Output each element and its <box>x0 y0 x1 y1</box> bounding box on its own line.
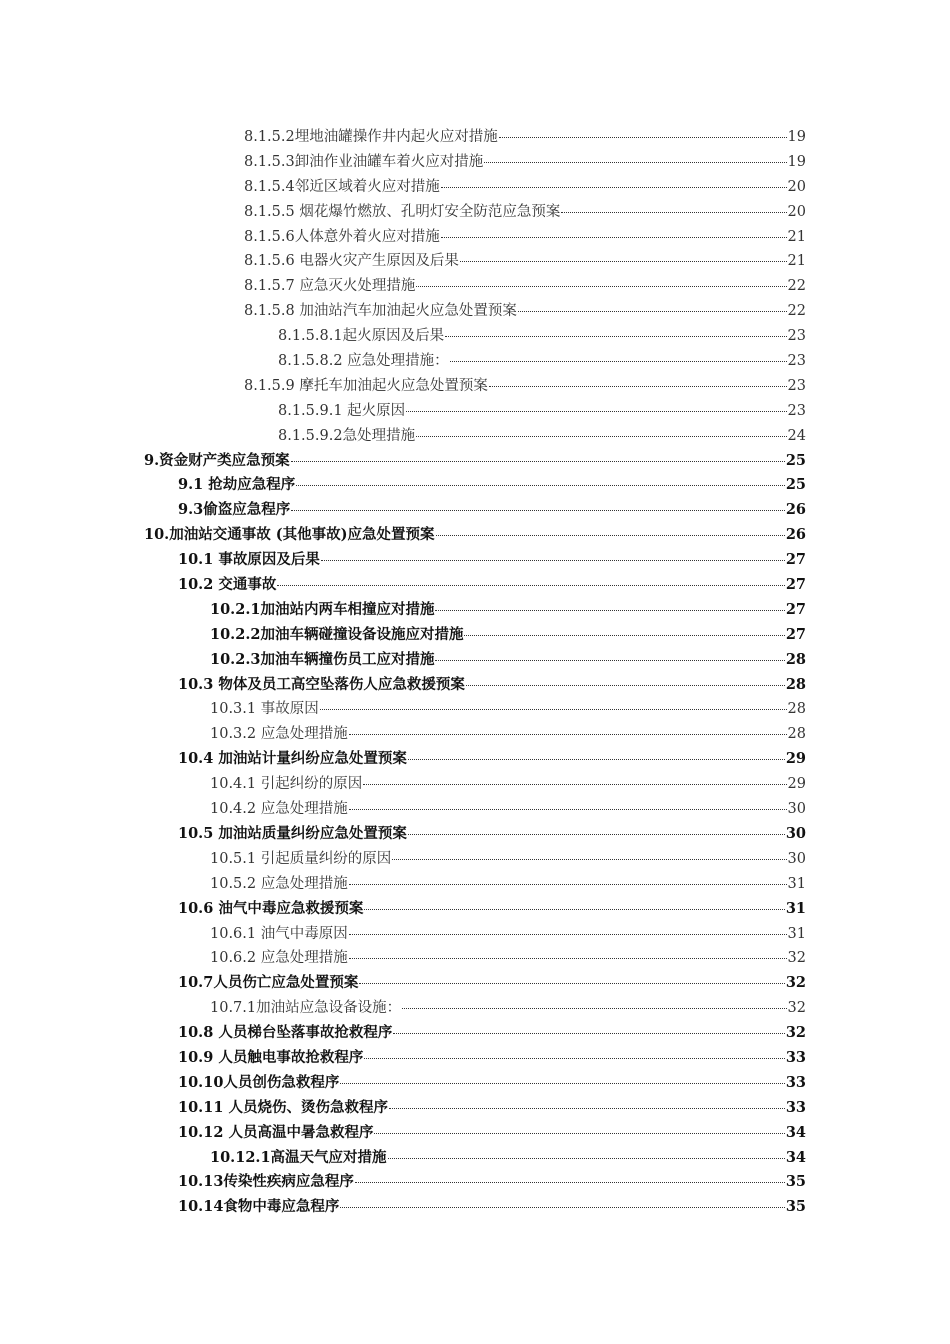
toc-dot-leader <box>466 669 785 686</box>
toc-dot-leader <box>364 1042 784 1059</box>
toc-dot-leader <box>355 1166 785 1183</box>
toc-entry-page-number: 35 <box>785 1173 806 1191</box>
toc-dot-leader <box>416 420 786 437</box>
toc-entry-page-number: 33 <box>785 1098 806 1116</box>
toc-entry-title: 8.1.5.9 摩托车加油起火应急处置预案 <box>244 377 488 394</box>
toc-dot-leader <box>291 445 785 462</box>
toc-entry-title: 8.1.5.6人体意外着火应对措施 <box>244 228 440 245</box>
toc-entry-page-number: 27 <box>785 576 806 594</box>
toc-entry-page-number: 34 <box>785 1148 806 1166</box>
toc-dot-leader <box>441 221 787 238</box>
toc-entry-page-number: 21 <box>787 228 806 245</box>
toc-entry-title: 10.4.2 应急处理措施 <box>210 801 348 818</box>
toc-dot-leader <box>291 494 785 511</box>
toc-dot-leader <box>484 146 786 163</box>
toc-dot-leader <box>359 967 784 984</box>
toc-entry-title: 10.12 人员高温中暑急救程序 <box>178 1123 374 1141</box>
toc-entry[interactable] <box>0 1194 806 1219</box>
toc-dot-leader <box>408 818 785 835</box>
toc-dot-leader <box>340 1191 784 1208</box>
toc-entry-title: 10.5.2 应急处理措施 <box>210 875 348 892</box>
toc-entry-title: 10.6.1 油气中毒原因 <box>210 925 348 942</box>
toc-entry-page-number: 22 <box>787 278 806 295</box>
toc-entry-title: 8.1.5.8.1起火原因及后果 <box>278 328 445 345</box>
toc-dot-leader <box>489 370 787 387</box>
toc-entry-page-number: 34 <box>785 1123 806 1141</box>
toc-dot-leader <box>393 1017 784 1034</box>
toc-dot-leader <box>296 469 785 486</box>
toc-entry-page-number: 23 <box>787 328 806 345</box>
toc-entry-title: 10.7人员伤亡应急处置预案 <box>178 974 359 992</box>
toc-entry-title: 8.1.5.3卸油作业油罐车着火应对措施 <box>244 153 484 170</box>
toc-entry-title: 8.1.5.8 加油站汽车加油起火应急处置预案 <box>244 303 517 320</box>
toc-entry-page-number: 20 <box>787 203 806 220</box>
toc-entry-title: 8.1.5.8.2 应急处理措施： <box>278 353 449 370</box>
toc-entry-title: 9.1 抢劫应急程序 <box>178 476 296 494</box>
toc-entry-title: 10.5 加油站质量纠纷应急处置预案 <box>178 824 407 842</box>
toc-dot-leader <box>435 644 784 661</box>
toc-entry-title: 8.1.5.9.2急处理措施 <box>278 427 416 444</box>
toc-entry-page-number: 29 <box>787 776 806 793</box>
toc-entry-page-number: 28 <box>785 675 806 693</box>
toc-entry-page-number: 23 <box>787 377 806 394</box>
toc-dot-leader <box>416 270 786 287</box>
toc-entry-page-number: 32 <box>785 974 806 992</box>
toc-entry-page-number: 32 <box>787 950 806 967</box>
toc-entry-title: 10.14食物中毒应急程序 <box>178 1198 340 1216</box>
toc-dot-leader <box>518 295 787 312</box>
toc-dot-leader <box>374 1117 784 1134</box>
toc-entry-title: 8.1.5.9.1 起火原因 <box>278 402 406 419</box>
toc-entry-page-number: 19 <box>787 153 806 170</box>
toc-entry-page-number: 25 <box>785 451 806 469</box>
toc-dot-leader <box>392 843 786 860</box>
toc-entry-title: 8.1.5.7 应急灭火处理措施 <box>244 278 416 295</box>
toc-entry-page-number: 22 <box>787 303 806 320</box>
toc-entry-page-number: 23 <box>787 402 806 419</box>
toc-entry-page-number: 27 <box>785 551 806 569</box>
toc-dot-leader <box>464 619 784 636</box>
toc-entry-title: 10.9 人员触电事故抢救程序 <box>178 1048 364 1066</box>
toc-entry-title: 10.3.1 事故原因 <box>210 701 319 718</box>
toc-dot-leader <box>435 594 784 611</box>
toc-entry-page-number: 32 <box>785 1024 806 1042</box>
toc-dot-leader <box>561 196 786 213</box>
toc-dot-leader <box>349 918 787 935</box>
toc-entry-page-number: 30 <box>787 801 806 818</box>
toc-entry-page-number: 33 <box>785 1048 806 1066</box>
toc-dot-leader <box>450 345 787 362</box>
toc-entry-page-number: 20 <box>787 178 806 195</box>
toc-entry-title: 10.6.2 应急处理措施 <box>210 950 348 967</box>
toc-entry-page-number: 28 <box>787 701 806 718</box>
toc-entry-title: 10.3.2 应急处理措施 <box>210 726 348 743</box>
toc-entry-title: 10.10人员创伤急救程序 <box>178 1073 340 1091</box>
toc-entry-page-number: 33 <box>785 1073 806 1091</box>
toc-entry-title: 8.1.5.6 电器火灾产生原因及后果 <box>244 253 459 270</box>
toc-entry-title: 8.1.5.5 烟花爆竹燃放、孔明灯安全防范应急预案 <box>244 203 561 220</box>
toc-entry-page-number: 23 <box>787 353 806 370</box>
toc-entry-title: 10.2.1加油站内两车相撞应对措施 <box>210 600 435 618</box>
toc-entry-title: 10.7.1加油站应急设备设施： <box>210 1000 402 1017</box>
toc-entry-page-number: 30 <box>785 824 806 842</box>
toc-dot-leader <box>363 768 786 785</box>
toc-entry-title: 10.4 加油站计量纠纷应急处置预案 <box>178 750 407 768</box>
toc-entry-title: 10.3 物体及员工高空坠落伤人应急救援预案 <box>178 675 465 693</box>
toc-dot-leader <box>388 1142 785 1159</box>
toc-entry-page-number: 28 <box>785 650 806 668</box>
toc-entry-page-number: 26 <box>785 526 806 544</box>
toc-dot-leader <box>364 893 784 910</box>
toc-entry-title: 10.13传染性疾病应急程序 <box>178 1173 354 1191</box>
toc-entry-title: 10.2 交通事故 <box>178 576 277 594</box>
toc-dot-leader <box>349 868 787 885</box>
toc-dot-leader <box>445 320 786 337</box>
toc-entry-title: 8.1.5.2埋地油罐操作井内起火应对措施 <box>244 129 498 145</box>
toc-entry-title: 10.2.2加油车辆碰撞设备设施应对措施 <box>210 625 464 643</box>
toc-entry-title: 10.5.1 引起质量纠纷的原因 <box>210 850 392 867</box>
toc-entry-page-number: 25 <box>785 476 806 494</box>
toc-entry-page-number: 21 <box>787 253 806 270</box>
toc-dot-leader <box>321 544 785 561</box>
toc-entry-page-number: 27 <box>785 600 806 618</box>
toc-dot-leader <box>402 992 786 1009</box>
toc-entry-page-number: 19 <box>787 129 806 145</box>
toc-entry-title: 10.4.1 引起纠纷的原因 <box>210 776 363 793</box>
toc-entry-page-number: 28 <box>787 726 806 743</box>
toc-entry-page-number: 31 <box>787 925 806 942</box>
toc-entry-page-number: 32 <box>787 1000 806 1017</box>
toc-entry-page-number: 24 <box>787 427 806 444</box>
toc-dot-leader <box>277 569 784 586</box>
toc-dot-leader <box>349 942 787 959</box>
toc-dot-leader <box>340 1067 784 1084</box>
toc-dot-leader <box>349 718 787 735</box>
toc-entry-page-number: 31 <box>785 899 806 917</box>
toc-entry-page-number: 31 <box>787 875 806 892</box>
toc-dot-leader <box>406 395 786 412</box>
toc-entry-page-number: 35 <box>785 1198 806 1216</box>
toc-entry-page-number: 29 <box>785 750 806 768</box>
toc-dot-leader <box>389 1092 785 1109</box>
toc-entry-title: 9.资金财产类应急预案 <box>144 451 290 469</box>
toc-entry-title: 8.1.5.4邻近区域着火应对措施 <box>244 178 440 195</box>
toc-entry-title: 10.6 油气中毒应急救援预案 <box>178 899 364 917</box>
toc-dot-leader <box>436 519 785 536</box>
toc-entry-title: 10.12.1高温天气应对措施 <box>210 1148 387 1166</box>
toc-entry-title: 10.2.3加油车辆撞伤员工应对措施 <box>210 650 435 668</box>
toc-entry-page-number: 26 <box>785 501 806 519</box>
toc-entry-title: 10.加油站交通事故 (其他事故)应急处置预案 <box>144 526 435 544</box>
toc-dot-leader <box>349 793 787 810</box>
toc-dot-leader <box>408 743 785 760</box>
toc-entry-page-number: 27 <box>785 625 806 643</box>
toc-dot-leader <box>320 693 787 710</box>
toc-entry-title: 10.8 人员梯台坠落事故抢救程序 <box>178 1024 393 1042</box>
toc-entry-title: 10.1 事故原因及后果 <box>178 551 320 569</box>
toc-dot-leader <box>460 245 787 262</box>
toc-entry-title: 10.11 人员烧伤、烫伤急救程序 <box>178 1098 388 1116</box>
toc-entry-title: 9.3偷盗应急程序 <box>178 501 291 519</box>
toc-entry-page-number: 30 <box>787 850 806 867</box>
table-of-contents <box>0 124 950 1219</box>
toc-dot-leader <box>441 171 787 188</box>
toc-dot-leader <box>499 121 787 138</box>
